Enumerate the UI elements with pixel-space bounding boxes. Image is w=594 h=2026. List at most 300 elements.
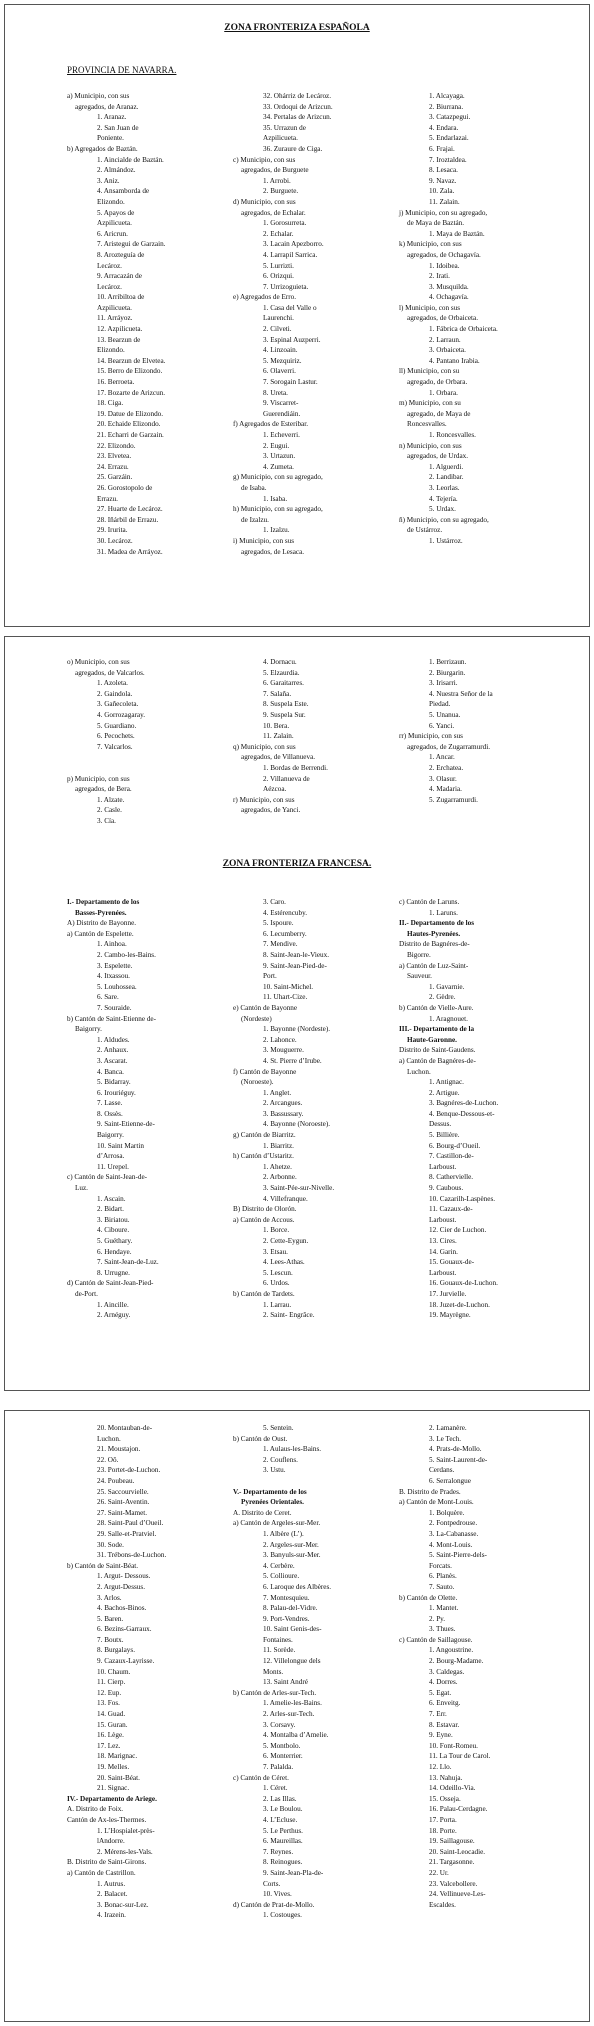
list-item: 3. Biriatou. xyxy=(97,1215,130,1224)
list-item: 17. Bozarte de Arizcun. xyxy=(97,388,166,397)
list-item: 4. Dornacu. xyxy=(263,658,297,666)
list-item: 1. Bayonne (Nordeste). xyxy=(263,1025,331,1034)
list-item: 2. Balacet. xyxy=(97,1890,128,1899)
list-item: 5. Collioure. xyxy=(263,1572,300,1581)
list-item: Fontaines. xyxy=(263,1635,293,1644)
list-item: Lecároz. xyxy=(97,282,122,291)
section-heading: Haute-Garonne. xyxy=(407,1035,457,1044)
list-item: c) Cantón de Laruns. xyxy=(399,898,460,906)
list-item: b) Cantón de Arles-sur-Tech. xyxy=(233,1688,317,1697)
list-item: 1. Ustárroz. xyxy=(429,536,463,545)
list-item: 4. L’Ecluse. xyxy=(263,1815,298,1824)
section-heading: III.- Departamento de la xyxy=(399,1025,475,1034)
list-item: B. Distrito de Prades. xyxy=(399,1487,461,1496)
list-item: 9. Viscarret- xyxy=(263,399,299,408)
list-item: 1. Borce. xyxy=(263,1226,290,1235)
list-item: a) Cantón de Accous. xyxy=(233,1215,295,1224)
list-item: 11. Cazaux-de- xyxy=(429,1205,473,1214)
list-item: 9. Cazaux-Layrisse. xyxy=(97,1657,155,1666)
list-item: 1. Fábrica de Orbaiceta. xyxy=(429,325,498,334)
list-item: 3. Le Tech. xyxy=(429,1434,462,1443)
list-item: Luchon. xyxy=(97,1434,121,1443)
list-item: 32. Ohárriz de Lecároz. xyxy=(263,92,332,100)
list-item: 3. Le Boulou. xyxy=(263,1805,303,1814)
list-item: 3. Irisarri. xyxy=(429,679,458,688)
list-item: 3. Ustu. xyxy=(263,1466,286,1475)
list-item: 3. Caldegas. xyxy=(429,1667,465,1676)
list-item: a) Cantón de Luz-Saint- xyxy=(399,961,469,970)
list-item: 1. Angoustrine. xyxy=(429,1646,474,1655)
list-item: 5. Lescun. xyxy=(263,1268,293,1277)
list-item: de Ustárroz. xyxy=(407,526,443,535)
list-item: 2. Eugui. xyxy=(263,441,290,450)
list-item: 9. Saint-Jean-Pied-de- xyxy=(263,961,327,970)
column-middle xyxy=(233,897,334,1321)
list-item: 13. Bearzun de xyxy=(97,335,141,344)
list-item: q) Municipio, con sus xyxy=(233,742,296,751)
list-item: 6. Bezins-Garraux. xyxy=(97,1625,152,1634)
list-item: 28. Saint-Paul d’Oueil. xyxy=(97,1519,164,1528)
list-item: 2. Gèdre. xyxy=(429,993,456,1002)
document-page-1 xyxy=(4,4,590,627)
list-item: B) Distrito de Olorón. xyxy=(233,1205,297,1214)
document-page-2 xyxy=(4,636,590,1391)
list-item: 3. Musquilda. xyxy=(429,282,469,291)
list-item: 1. Mantet. xyxy=(429,1604,459,1613)
list-item: 1. Autrus. xyxy=(97,1879,126,1888)
list-item: 16. Lège. xyxy=(97,1731,124,1740)
list-item: 7. Boutx. xyxy=(97,1635,124,1644)
list-item: c) Municipio, con sus xyxy=(233,155,296,164)
list-item: 2. Lamanère. xyxy=(429,1424,467,1432)
list-item: 3. Thues. xyxy=(429,1625,456,1634)
list-item: 4. Montalba d’Amelie. xyxy=(263,1731,329,1740)
list-item: 5. Guéthary. xyxy=(97,1237,133,1245)
list-item: 9. Port-Vendres. xyxy=(263,1614,310,1623)
list-item: 4. Dorres. xyxy=(429,1678,458,1687)
list-item: 10. Vives. xyxy=(263,1890,292,1899)
list-item: 6. Orizqui. xyxy=(263,272,294,281)
list-item: Cerdans. xyxy=(429,1466,455,1475)
list-item: 31. Trébons-de-Luchon. xyxy=(97,1551,167,1560)
list-item: 5. Apayos de xyxy=(97,208,135,217)
section-heading: IV.- Departamento de Ariege. xyxy=(67,1794,157,1803)
list-item: 4. Tejería. xyxy=(429,494,458,503)
list-item: 16. Gouaux-de-Luchon. xyxy=(429,1279,498,1288)
list-item: ñ) Municipio, con su agregado, xyxy=(399,515,489,524)
list-item: 18. Ciga. xyxy=(97,399,124,408)
list-item: 7. Souraide. xyxy=(97,1003,132,1012)
list-item: b) Cantón de Saint-Béat. xyxy=(67,1561,139,1570)
column-right xyxy=(399,91,498,547)
list-item: 1. Ahetze. xyxy=(263,1162,292,1171)
list-item: 1. Antignac. xyxy=(429,1078,464,1087)
list-item: 9. Arracazán de xyxy=(97,272,142,281)
list-item: 1. Alcayaga. xyxy=(429,92,465,100)
list-item: 4. St. Pierre d’Irube. xyxy=(263,1056,322,1065)
list-item: 35. Urrazun de xyxy=(263,123,306,132)
list-item: 3. Saint-Pée-sur-Nivelle. xyxy=(263,1184,335,1193)
list-item: 9. Saint-Jean-Pla-de- xyxy=(263,1868,324,1877)
list-item: d) Municipio, con sus xyxy=(233,197,296,206)
list-item: 9. Eyne. xyxy=(429,1731,453,1740)
list-item: 8. Suspela Este. xyxy=(263,700,309,709)
list-item: 31. Madea de Arráyoz. xyxy=(97,547,163,556)
list-item: h) Cantón d’Ustaritz. xyxy=(233,1152,294,1161)
list-item: 11. Zalain. xyxy=(429,197,460,206)
list-item: 1. Larrau. xyxy=(263,1300,292,1309)
list-item: 2. Villanueva de xyxy=(263,774,310,783)
page-title-spanish-zone: ZONA FRONTERIZA ESPAÑOLA xyxy=(224,23,370,33)
list-item: 4. Larrapil Sarrica. xyxy=(263,250,318,259)
list-item: 29. Salle-et-Pratviel. xyxy=(97,1529,157,1538)
list-item: 4. Zumeta. xyxy=(263,462,294,471)
list-item: h) Municipio, con su agregado, xyxy=(233,505,323,514)
list-item: 36. Zuraure de Ciga. xyxy=(263,144,323,153)
list-item: 25. Garzáin. xyxy=(97,473,133,482)
list-item: 4. Villefranque. xyxy=(263,1194,308,1203)
list-item: 5. Baren. xyxy=(97,1614,124,1623)
list-item: Poniente. xyxy=(97,134,124,143)
list-item: 15. Guran. xyxy=(97,1720,128,1729)
list-item: 7. Palalda. xyxy=(263,1763,294,1771)
list-item: 2. Argeles-sur-Mer. xyxy=(263,1540,319,1549)
list-item: d) Cantón de Saint-Jean-Pied- xyxy=(67,1279,154,1288)
list-item: 6. Frajai. xyxy=(429,144,455,153)
list-item: 5. Sentein. xyxy=(263,1424,294,1432)
list-item: 3. Bonac-sur-Lez. xyxy=(97,1900,149,1909)
list-item: 9. Suspela Sur. xyxy=(263,710,306,719)
list-item: 1. Céret. xyxy=(263,1784,288,1793)
list-item: 1. Aranaz. xyxy=(97,113,127,122)
column-right xyxy=(399,897,498,1321)
list-item: 4. Cerbère. xyxy=(263,1561,295,1570)
list-item: Azpilicueta. xyxy=(263,134,298,143)
list-item: 5. Louhossea. xyxy=(97,982,137,991)
list-item: 11. Urepel. xyxy=(97,1162,129,1171)
list-item: 6. Aricrun. xyxy=(97,229,128,238)
column-right xyxy=(399,657,493,805)
list-item: a) Cantón de Mont-Louis. xyxy=(399,1498,474,1507)
list-item: Laurenchi. xyxy=(263,314,294,323)
list-item: 10. Arribiltoa de xyxy=(97,293,145,302)
list-item: 3. Leorlas. xyxy=(429,483,460,492)
list-item: 23. Valcebollere. xyxy=(429,1879,478,1888)
list-item: 15. Berro de Elizondo. xyxy=(97,367,163,376)
list-item: 3. Urtazun. xyxy=(263,452,296,461)
list-item: de Maya de Baztán. xyxy=(407,219,465,228)
list-item: 1. Bordas de Berrendi. xyxy=(263,763,328,772)
list-item: i) Municipio, con sus xyxy=(233,536,295,545)
list-item: 6. Olaverri. xyxy=(263,367,296,376)
list-item: (Noroeste). xyxy=(241,1078,274,1087)
list-item: b) Cantón de Tardets. xyxy=(233,1289,295,1298)
section-heading: I.- Departamento de los xyxy=(67,898,140,906)
list-item: 7. Sorogain Lastur. xyxy=(263,378,318,387)
list-item: c) Cantón de Saint-Jean-de- xyxy=(67,1173,148,1182)
list-item: agregados, de Aranaz. xyxy=(75,102,139,111)
list-item: 2. Anhaux. xyxy=(97,1046,129,1055)
list-item: 27. Saint-Mamet. xyxy=(97,1508,148,1517)
list-item: 6. Laroque des Albères. xyxy=(263,1582,332,1591)
list-item: 3. Bassussary. xyxy=(263,1109,304,1118)
list-item: 5. Saint-Laurent-de- xyxy=(429,1455,488,1464)
list-item: 2. Py. xyxy=(429,1614,446,1623)
list-item: 19. Melles. xyxy=(97,1763,130,1771)
list-item: 12. Villelongue dels xyxy=(263,1657,321,1666)
section-heading: Basses-Pyrenées. xyxy=(75,908,127,917)
list-item: 1. Gavarnie. xyxy=(429,982,465,991)
list-item: 5. Endarlazai. xyxy=(429,134,469,143)
list-item: 2. Casle. xyxy=(97,806,122,815)
list-item: 12. Llo. xyxy=(429,1763,452,1771)
list-item: 2. Artigue. xyxy=(429,1088,460,1097)
list-item: 20. Saint-Béat. xyxy=(97,1773,140,1782)
list-item: agregados, de Burguete xyxy=(241,166,309,175)
list-item: 8. Estavar. xyxy=(429,1720,460,1729)
list-item: 4. Linzoain. xyxy=(263,346,298,355)
list-item: 6. Lecumberry. xyxy=(263,929,307,938)
list-item: Baigorry. xyxy=(97,1131,124,1140)
list-item: 7. Salaña. xyxy=(263,689,292,698)
list-item: 5. Le Perthus. xyxy=(263,1826,303,1835)
list-item: 4. Mont-Louis. xyxy=(429,1540,473,1549)
list-item: Escaldes. xyxy=(429,1900,456,1909)
list-item: 4. Prats-de-Mollo. xyxy=(429,1445,482,1454)
list-item: 6. Yanci. xyxy=(429,721,455,730)
list-item: 13. Saint André xyxy=(263,1678,308,1687)
list-item: Sauveur. xyxy=(407,972,432,981)
list-item: A. Distrito de Ceret. xyxy=(233,1508,292,1517)
list-item: 16. Berroeta. xyxy=(97,378,135,387)
list-item: 6. Irouriéguy. xyxy=(97,1088,136,1097)
list-item: 11. Zalain. xyxy=(263,732,294,741)
list-item: Dessus. xyxy=(429,1120,452,1129)
list-item: r) Municipio, con sus xyxy=(233,795,295,804)
list-item: (Nordeste) xyxy=(241,1014,272,1023)
list-item: 8. Lesaca. xyxy=(429,166,458,175)
list-item: 5. Urdax. xyxy=(429,505,456,514)
list-item: 4. Ciboure. xyxy=(97,1226,130,1235)
list-item: Larboust. xyxy=(429,1162,457,1171)
list-item: 1. Bolquère. xyxy=(429,1508,465,1517)
list-item: 4. Bayonne (Noroeste). xyxy=(263,1120,331,1129)
list-item: 2. Las Illas. xyxy=(263,1794,297,1803)
list-item: 3. Lacain Apezborro. xyxy=(263,240,324,249)
list-item: 10. Saint-Michel. xyxy=(263,982,314,991)
list-item: 25. Saccourvielle. xyxy=(97,1487,149,1496)
list-item: 24. Errazu. xyxy=(97,462,129,471)
list-item: 10. Bera. xyxy=(263,721,290,730)
list-item: agregados, de Orbaiceta. xyxy=(407,314,479,323)
list-item: 10. Chaum. xyxy=(97,1667,131,1676)
list-item xyxy=(233,1476,331,1487)
list-item: de-Port. xyxy=(75,1289,98,1298)
page-title-french-zone: ZONA FRONTERIZA FRANCESA. xyxy=(222,859,372,869)
list-item: 9. Saint-Etienne-de- xyxy=(97,1120,155,1129)
list-item: 6. Monterrier. xyxy=(263,1752,303,1761)
list-item: agregados, de Zugarramurdi. xyxy=(407,742,491,751)
list-item: 1. Ainhoa. xyxy=(97,940,127,949)
list-item: agregados, de Valcarlos. xyxy=(75,668,145,677)
list-item: 3. Arlos. xyxy=(97,1593,122,1602)
list-item: 7. Montesquieu. xyxy=(263,1593,310,1602)
list-item: 24. Vellinueve-Les- xyxy=(429,1890,486,1899)
list-item: agregados, de Lesaca. xyxy=(241,547,305,556)
list-item: Port. xyxy=(263,972,277,981)
list-item: 11. La Tour de Carol. xyxy=(429,1752,491,1761)
list-item: agregado, de Maya de xyxy=(407,409,471,418)
list-item: k) Municipio, con sus xyxy=(399,240,462,249)
list-item: 3. Banyuls-sur-Mer. xyxy=(263,1551,321,1560)
list-item xyxy=(67,752,145,763)
list-item: 1. Aulaus-les-Bains. xyxy=(263,1445,322,1454)
list-item: j) Municipio, con su agregado, xyxy=(399,208,488,217)
list-item: Aézcoa. xyxy=(263,785,287,794)
list-item: Luchon. xyxy=(407,1067,431,1076)
list-item: g) Municipio, con su agregado, xyxy=(233,473,323,482)
list-item: 1. Izalzu. xyxy=(263,526,290,535)
list-item: 2. Echalar. xyxy=(263,229,294,238)
list-item: 7. Lasse. xyxy=(97,1099,123,1108)
list-item: Corts. xyxy=(263,1879,281,1888)
list-item: 11. Sorède. xyxy=(263,1646,296,1655)
list-item: 18. Porte. xyxy=(429,1826,457,1835)
list-item: 1. Aincialde de Baztán. xyxy=(97,155,164,164)
list-item: 2. Arbonne. xyxy=(263,1173,297,1182)
list-item: 11. Uhart-Cize. xyxy=(263,993,308,1002)
list-item: 2. Argut-Dessus. xyxy=(97,1582,145,1591)
list-item: 7. Mendive. xyxy=(263,940,298,949)
list-item: 1. Maya de Baztán. xyxy=(429,229,485,238)
list-item: Baigorry. xyxy=(75,1025,102,1034)
list-item: 3. Aniz. xyxy=(97,176,120,185)
list-item: 27. Huarte de Lecároz. xyxy=(97,505,163,514)
list-item: 30. Lecároz. xyxy=(97,536,133,545)
list-item: b) Cantón de Saint-Etienne de- xyxy=(67,1014,157,1023)
list-item: 5. Lurrizti. xyxy=(263,261,294,270)
list-item: 4. Estérencuby. xyxy=(263,908,308,917)
list-item: 2. Saint- Engrâce. xyxy=(263,1311,315,1320)
list-item: 14. Bearzun de Elvetea. xyxy=(97,356,166,365)
list-item: 4. Benque-Dessous-et- xyxy=(429,1109,495,1118)
list-item: Bigorre. xyxy=(407,950,431,959)
column-left xyxy=(67,1423,166,1921)
list-item: c) Cantón de Saillagouse. xyxy=(399,1635,473,1644)
list-item: 5. Bidarray. xyxy=(97,1078,131,1087)
list-item: 28. Iñárbil de Errazu. xyxy=(97,515,159,524)
list-item: 12. Cier de Luchon. xyxy=(429,1226,487,1235)
list-item: 33. Ordoqui de Arizcun. xyxy=(263,102,333,111)
list-item: b) Cantón de Oust. xyxy=(233,1434,288,1443)
column-left xyxy=(67,91,165,557)
list-item: 7. Sauto. xyxy=(429,1582,455,1591)
list-item: 4. Ansamborda de xyxy=(97,187,150,196)
list-item: 2. Biurgarin. xyxy=(429,668,466,677)
list-item: Distrito de Saint-Gaudens. xyxy=(399,1046,476,1055)
list-item: 1. Aldudes. xyxy=(97,1035,130,1044)
list-item: 4. Bachos-Binos. xyxy=(97,1604,147,1613)
list-item: 1. Alzate. xyxy=(97,795,125,804)
list-item: agregados, de Yanci. xyxy=(241,806,301,815)
list-item: c) Cantón de Céret. xyxy=(233,1773,289,1782)
list-item: 6. Serralongue xyxy=(429,1476,471,1485)
list-item: 6. Planès. xyxy=(429,1572,457,1581)
column-left xyxy=(67,657,145,827)
list-item: 30. Sode. xyxy=(97,1540,124,1549)
list-item: 8. Urrugne. xyxy=(97,1268,130,1277)
list-item: 1. Alguerdi. xyxy=(429,462,464,471)
list-item: 3. Cía. xyxy=(97,816,116,825)
list-item: e) Cantón de Bayonne xyxy=(233,1003,298,1012)
list-item: 10. Cazarilh-Laspènes. xyxy=(429,1194,496,1203)
list-item: 1. Echeverri. xyxy=(263,431,300,439)
list-item: 19. Mayrègne. xyxy=(429,1311,471,1320)
list-item: 14. Guad. xyxy=(97,1710,126,1719)
list-item: 7. Urrizoguieta. xyxy=(263,282,309,291)
list-item: o) Municipio, con sus xyxy=(67,658,130,666)
list-item: 6. Bourg-d’Oueil. xyxy=(429,1141,481,1150)
list-item: n) Municipio, con sus xyxy=(399,441,462,450)
list-item: 4. Madaria. xyxy=(429,785,462,794)
list-item: 12. Azpilicueta. xyxy=(97,325,143,334)
list-item: 1. Aincille. xyxy=(97,1300,129,1309)
list-item: 24. Poubeau. xyxy=(97,1476,135,1485)
list-item: 5. Zugarramurdi. xyxy=(429,795,478,804)
list-item: 2. Cette-Eygun. xyxy=(263,1237,309,1245)
list-item: A. Distrito de Foix. xyxy=(67,1805,124,1814)
list-item: 13. Fos. xyxy=(97,1699,120,1708)
list-item: de Isaba. xyxy=(241,483,267,492)
list-item: 9. Caubous. xyxy=(429,1184,464,1193)
list-item: Piedad. xyxy=(429,700,451,709)
list-item: 3. Olasur. xyxy=(429,774,457,783)
list-item: 5. Saint-Pierre-dels- xyxy=(429,1551,487,1560)
list-item: Azpilicueta. xyxy=(97,303,132,312)
list-item: 1. Orbara. xyxy=(429,388,458,397)
list-item: g) Cantón de Biarritz. xyxy=(233,1131,296,1140)
list-item: 29. Irurita. xyxy=(97,526,128,535)
list-item: 3. La-Cabanasse. xyxy=(429,1529,479,1538)
list-item: 5. Egat. xyxy=(429,1688,452,1697)
list-item: Larboust. xyxy=(429,1268,457,1277)
list-item: 2. Erchatea. xyxy=(429,763,464,772)
list-item: Elizondo. xyxy=(97,346,125,355)
list-item: 10. Saint Martin xyxy=(97,1141,144,1150)
list-item: 3. Mouguerre. xyxy=(263,1046,304,1055)
list-item: 8. Palau-del-Vidre. xyxy=(263,1604,318,1613)
list-item: m) Municipio, con su xyxy=(399,399,461,408)
list-item: Lecároz. xyxy=(97,261,122,270)
section-heading: II.- Departamento de los xyxy=(399,919,475,928)
list-item: agregados, de Urdax. xyxy=(407,452,469,461)
column-right xyxy=(399,1423,490,1910)
list-item: 2. Larraun. xyxy=(429,335,461,344)
list-item: 12. Eup. xyxy=(97,1688,122,1697)
list-item: 1. Berrizaun. xyxy=(429,658,467,666)
list-item: 1. Casa del Valle o xyxy=(263,303,317,312)
list-item: d) Cantón de Prat-de-Mollo. xyxy=(233,1900,315,1909)
list-item: 15. Gouaux-de- xyxy=(429,1258,475,1267)
list-item: 16. Palau-Cerdagne. xyxy=(429,1805,488,1814)
list-item: 2. Lahonce. xyxy=(263,1035,297,1044)
list-item: 2. Arcangues. xyxy=(263,1099,303,1108)
list-item: 23. Elvetea. xyxy=(97,452,132,461)
list-item: 2. Fontpedrouse. xyxy=(429,1519,478,1528)
list-item: 2. Landibar. xyxy=(429,473,464,482)
list-item: 10. Zala. xyxy=(429,187,455,196)
list-item: b) Cantón de Vielle-Aure. xyxy=(399,1003,474,1012)
